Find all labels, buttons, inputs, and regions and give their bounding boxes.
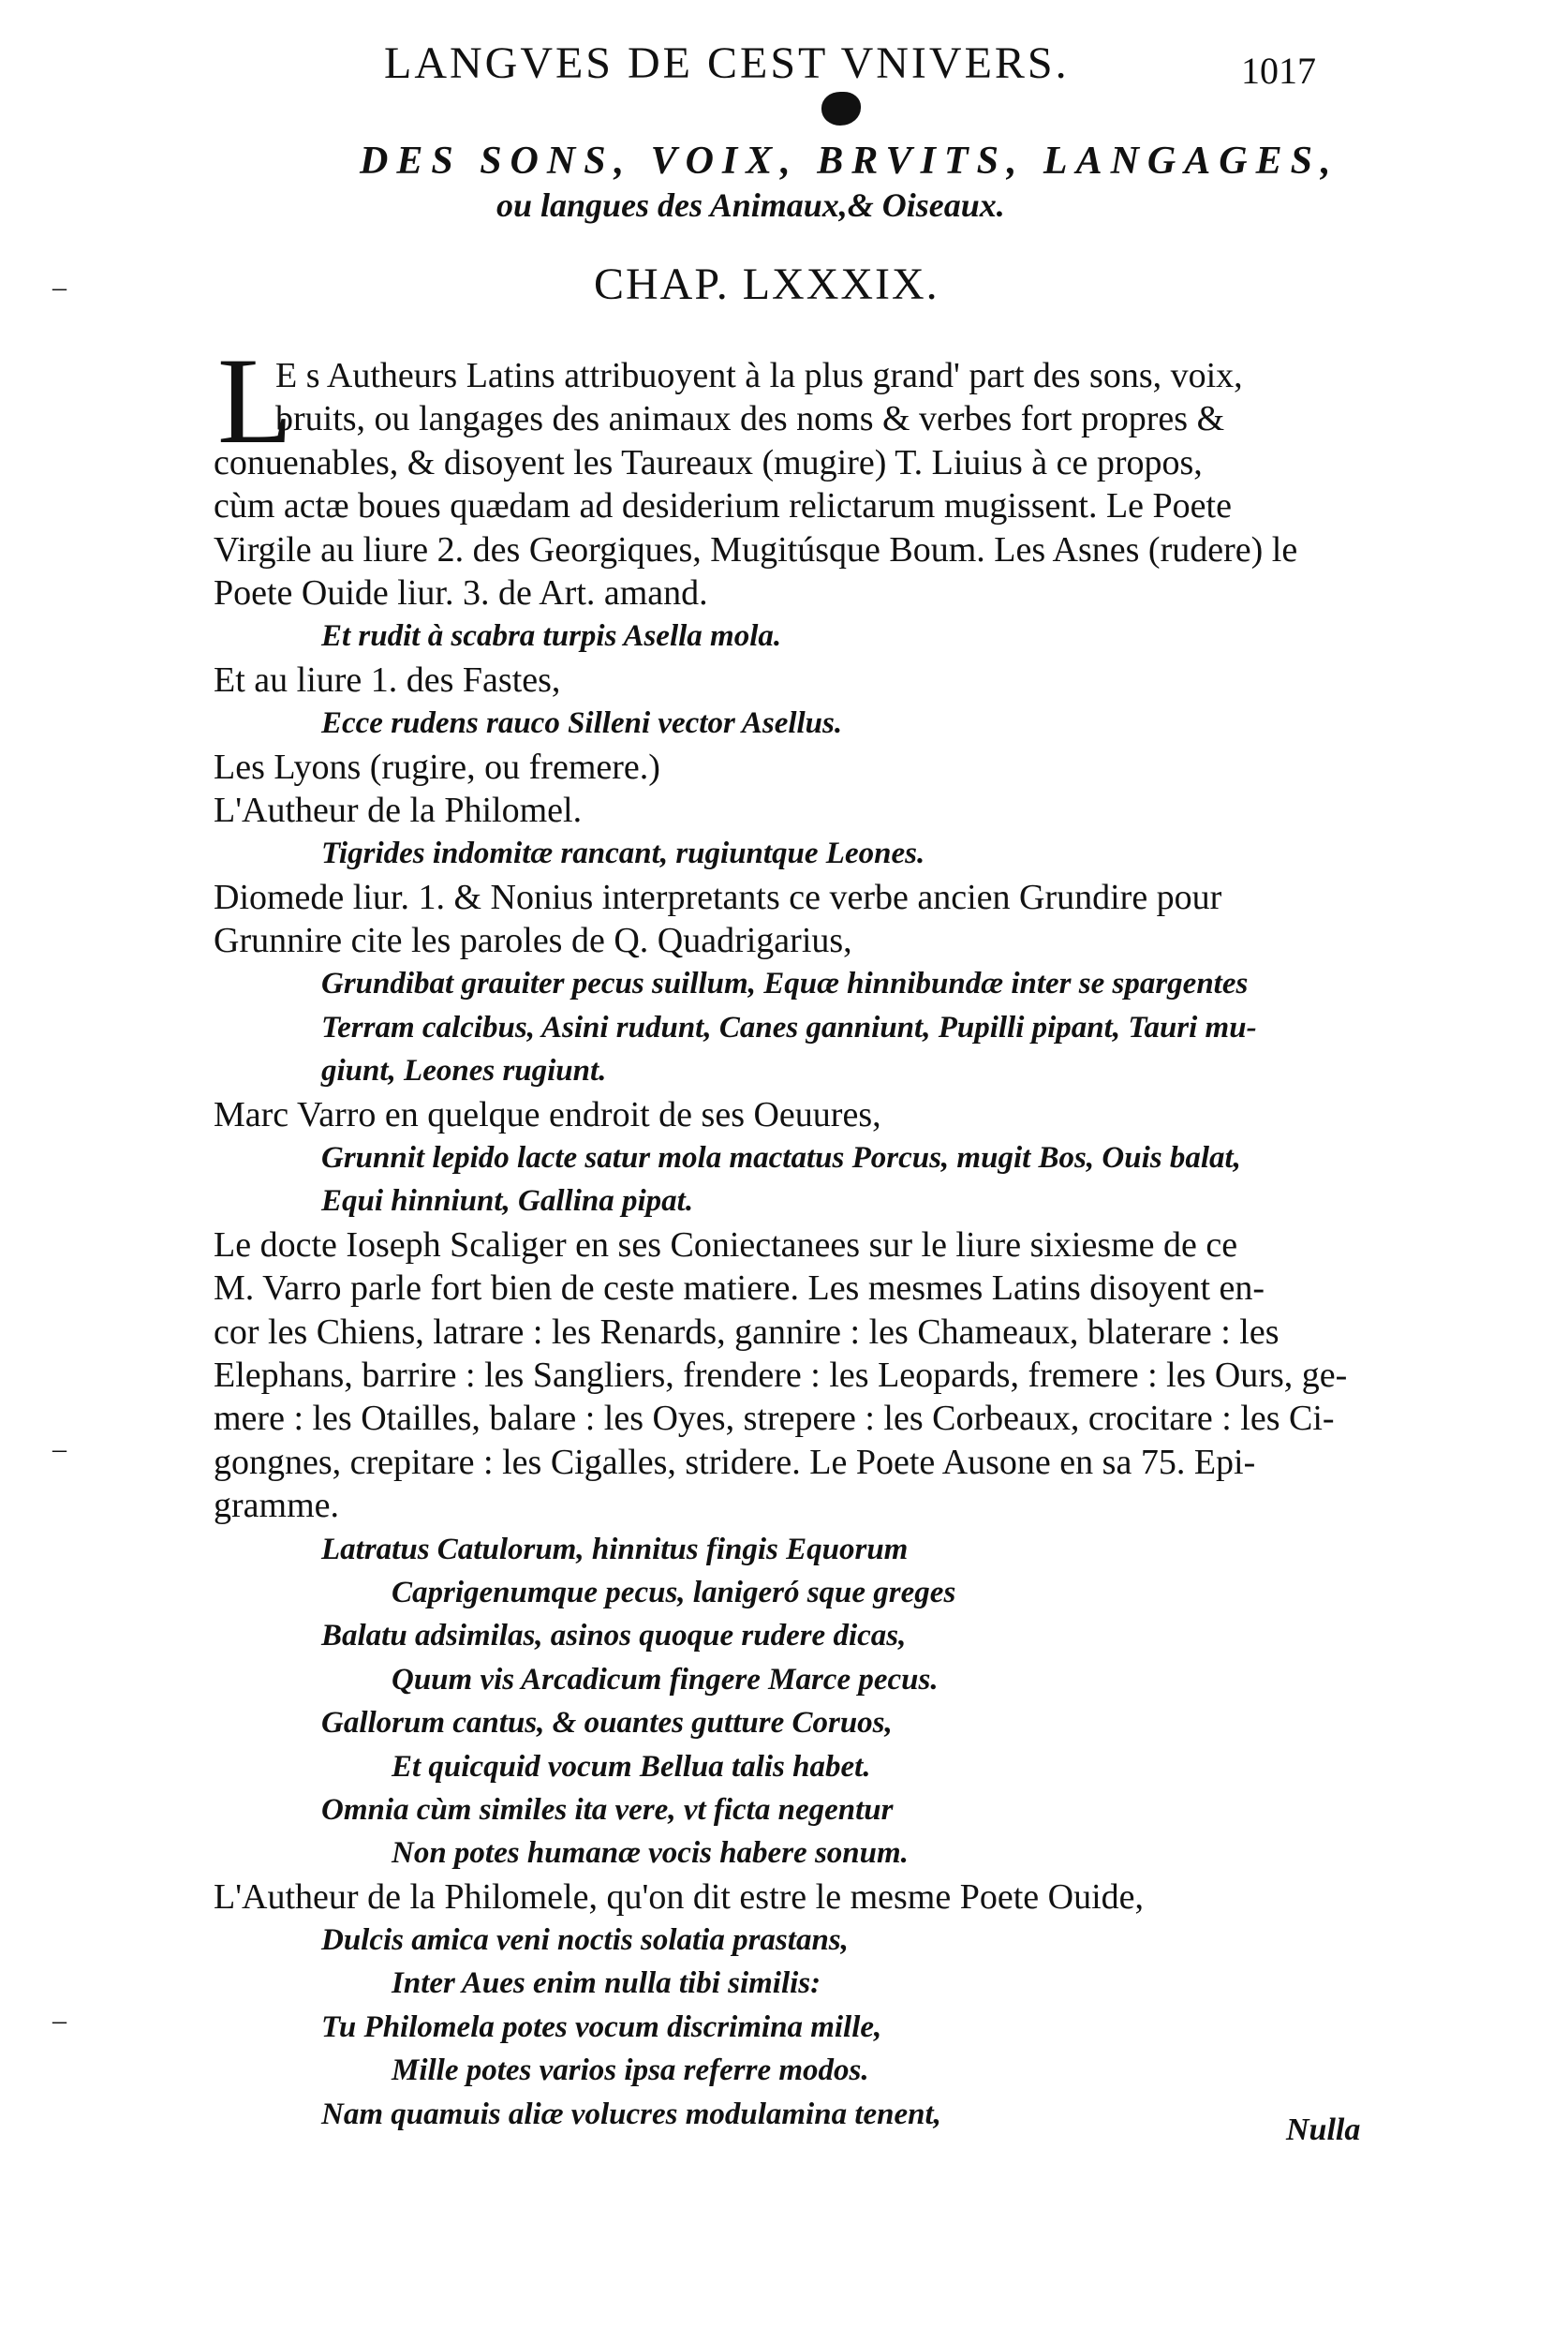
quoted-verse-line: Caprigenumque pecus, lanigeró sque greges [392, 1575, 956, 1609]
body-line: Diomede liur. 1. & Nonius interpretants ce verbe ancien Grundire pour [214, 877, 1222, 917]
margin-mark: – [52, 272, 67, 303]
body-line: bruits, ou langages des animaux des noms & verbes fort propres & [275, 399, 1225, 439]
quoted-verse-line: Dulcis amica veni noctis solatia prastans, [321, 1923, 849, 1958]
body-line: conuenables, & disoyent les Taureaux (mugire) T. Liuius à ce propos, [214, 442, 1203, 482]
body-line: Et au liure 1. des Fastes, [214, 660, 561, 700]
body-line: L'Autheur de la Philomel. [214, 790, 583, 830]
quoted-verse-line: Gallorum cantus, & ouantes gutture Coruos, [321, 1706, 893, 1741]
body-line: Poete Ouide liur. 3. de Art. amand. [214, 572, 708, 613]
quoted-verse-line: Ecce rudens rauco Silleni vector Asellus. [321, 706, 843, 741]
body-line: cor les Chiens, latrare : les Renards, gannire : les Chameaux, blaterare : les [214, 1312, 1280, 1352]
section-title-line-2: ou langues des Animaux,& Oiseaux. [496, 186, 1005, 224]
margin-mark: – [52, 2005, 67, 2036]
quoted-verse-line: Nam quamuis aliæ volucres modulamina tenent, [321, 2097, 941, 2131]
section-title-line-1: DES SONS, VOIX, BRVITS, LANGAGES, [360, 140, 1339, 183]
quoted-verse-line: Omnia cùm similes ita vere, vt ficta negentur [321, 1792, 894, 1827]
body-line: Les Lyons (rugire, ou fremere.) [214, 747, 660, 787]
quoted-verse-line: Balatu adsimilas, asinos quoque rudere dicas, [321, 1619, 907, 1653]
body-line: Marc Varro en quelque endroit de ses Oeuures, [214, 1094, 881, 1134]
quoted-verse-line: Grunnit lepido lacte satur mola mactatus Porcus, mugit Bos, Ouis balat, [321, 1141, 1241, 1176]
quoted-verse-line: Non potes humanæ vocis habere sonum. [392, 1836, 909, 1871]
quoted-verse-line: Mille potes varios ipsa referre modos. [392, 2053, 869, 2088]
quoted-verse-line: Et rudit à scabra turpis Asella mola. [321, 619, 782, 654]
quoted-verse-line: giunt, Leones rugiunt. [321, 1054, 607, 1089]
quoted-verse-line: Et quicquid vocum Bellua talis habet. [392, 1749, 871, 1784]
catchword: Nulla [1286, 2112, 1361, 2147]
body-line: cùm actæ boues quædam ad desiderium relictarum mugissent. Le Poete [214, 486, 1232, 526]
margin-mark: – [52, 1433, 67, 1464]
quoted-verse-line: Equi hinniunt, Gallina pipat. [321, 1184, 694, 1219]
body-line: E s Autheurs Latins attribuoyent à la plus grand' part des sons, voix, [275, 356, 1243, 395]
page-number: 1017 [1241, 50, 1316, 92]
printer-ornament-icon [821, 92, 861, 126]
body-line: Grunnire cite les paroles de Q. Quadrigarius, [214, 921, 852, 961]
body-text [214, 354, 1384, 2136]
drop-cap: L [217, 332, 293, 469]
quoted-verse-line: Tigrides indomitæ rancant, rugiuntque Leones. [321, 837, 925, 871]
quoted-verse-line: Inter Aues enim nulla tibi similis: [392, 1966, 821, 2001]
body-line: L'Autheur de la Philomele, qu'on dit estre le mesme Poete Ouide, [214, 1876, 1145, 1917]
quoted-verse-line: Quum vis Arcadicum fingere Marce pecus. [392, 1662, 939, 1697]
quoted-verse-line: Terram calcibus, Asini rudunt, Canes ganniunt, Pupilli pipant, Tauri mu- [321, 1010, 1257, 1045]
quoted-verse-line: Grundibat grauiter pecus suillum, Equæ hinnibundæ inter se spargentes [321, 967, 1249, 1001]
body-line: Le docte Ioseph Scaliger en ses Coniectanees sur le liure sixiesme de ce [214, 1224, 1238, 1265]
running-header: LANGVES DE CEST VNIVERS. [384, 38, 1070, 88]
body-line: M. Varro parle fort bien de ceste matiere. Les mesmes Latins disoyent en- [214, 1268, 1265, 1309]
quoted-verse-line: Latratus Catulorum, hinnitus fingis Equorum [321, 1532, 909, 1566]
body-line: Elephans, barrire : les Sangliers, frendere : les Leopards, fremere : les Ours, ge- [214, 1355, 1348, 1395]
body-line: gongnes, crepitare : les Cigalles, stridere. Le Poete Ausone en sa 75. Epi- [214, 1442, 1256, 1482]
body-line: Virgile au liure 2. des Georgiques, Mugitúsque Boum. Les Asnes (rudere) le [214, 529, 1298, 570]
body-line: mere : les Otailles, balare : les Oyes, strepere : les Corbeaux, crocitare : les Ci- [214, 1399, 1335, 1439]
body-line: gramme. [214, 1486, 340, 1526]
chapter-heading: CHAP. LXXXIX. [594, 259, 939, 309]
quoted-verse-line: Tu Philomela potes vocum discrimina mille, [321, 2009, 882, 2044]
